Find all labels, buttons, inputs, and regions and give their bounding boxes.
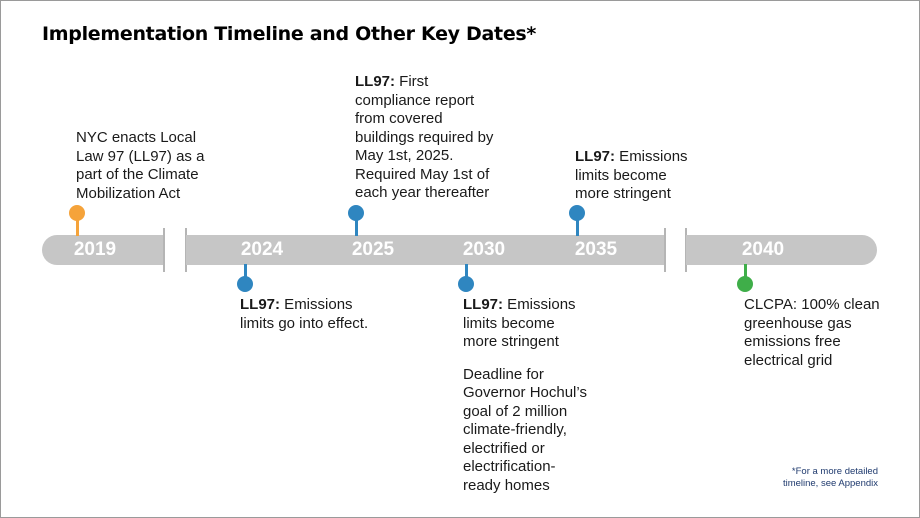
marker-dot-2019 [69, 205, 85, 221]
event-text-2024: Emissions limits go into effect. [240, 296, 369, 332]
year-label-2030: 2030 [462, 239, 506, 260]
event-note-2024 [240, 296, 390, 333]
event-text-2040: CLCPA: 100% clean greenhouse gas emissions free electrical grid [744, 296, 880, 369]
year-label-2019: 2019 [73, 239, 117, 260]
event-label-2024: LL97: [240, 296, 281, 313]
event-note-2025 [355, 73, 505, 203]
event-note-2035 [575, 148, 705, 204]
event-extra-2030: Deadline for Governor Hochul’s goal of 2 million climate-friendly, electrified or electrification-ready homes [463, 365, 587, 494]
year-label-2025: 2025 [351, 239, 395, 260]
event-text-2035: Emissions limits become more stringent [575, 148, 688, 202]
timeline-break-divider [163, 228, 165, 272]
event-text-2030: Emissions limits become more stringent [463, 296, 576, 350]
marker-dot-2040 [737, 276, 753, 292]
event-label-2030: LL97: [463, 296, 504, 313]
event-text-2019: NYC enacts Local Law 97 (LL97) as a part of the Climate Mobilization Act [76, 129, 205, 202]
footnote: *For a more detailed timeline, see Appendix [782, 466, 878, 489]
timeline-break-divider [664, 228, 666, 272]
event-note-2019 [76, 129, 226, 203]
event-note-2030 [463, 296, 593, 495]
event-text-2025: First compliance report from covered buildings required by May 1st, 2025. Required May 1st of each year thereafter [355, 73, 494, 201]
marker-dot-2024 [237, 276, 253, 292]
event-note-2040 [744, 296, 884, 370]
event-label-2035: LL97: [575, 148, 616, 165]
marker-dot-2025 [348, 205, 364, 221]
marker-dot-2035 [569, 205, 585, 221]
page-title: Implementation Timeline and Other Key Dates* [42, 23, 537, 45]
year-label-2024: 2024 [240, 239, 284, 260]
event-label-2025: LL97: [355, 73, 396, 90]
marker-dot-2030 [458, 276, 474, 292]
year-label-2040: 2040 [741, 239, 785, 260]
year-label-2035: 2035 [574, 239, 618, 260]
